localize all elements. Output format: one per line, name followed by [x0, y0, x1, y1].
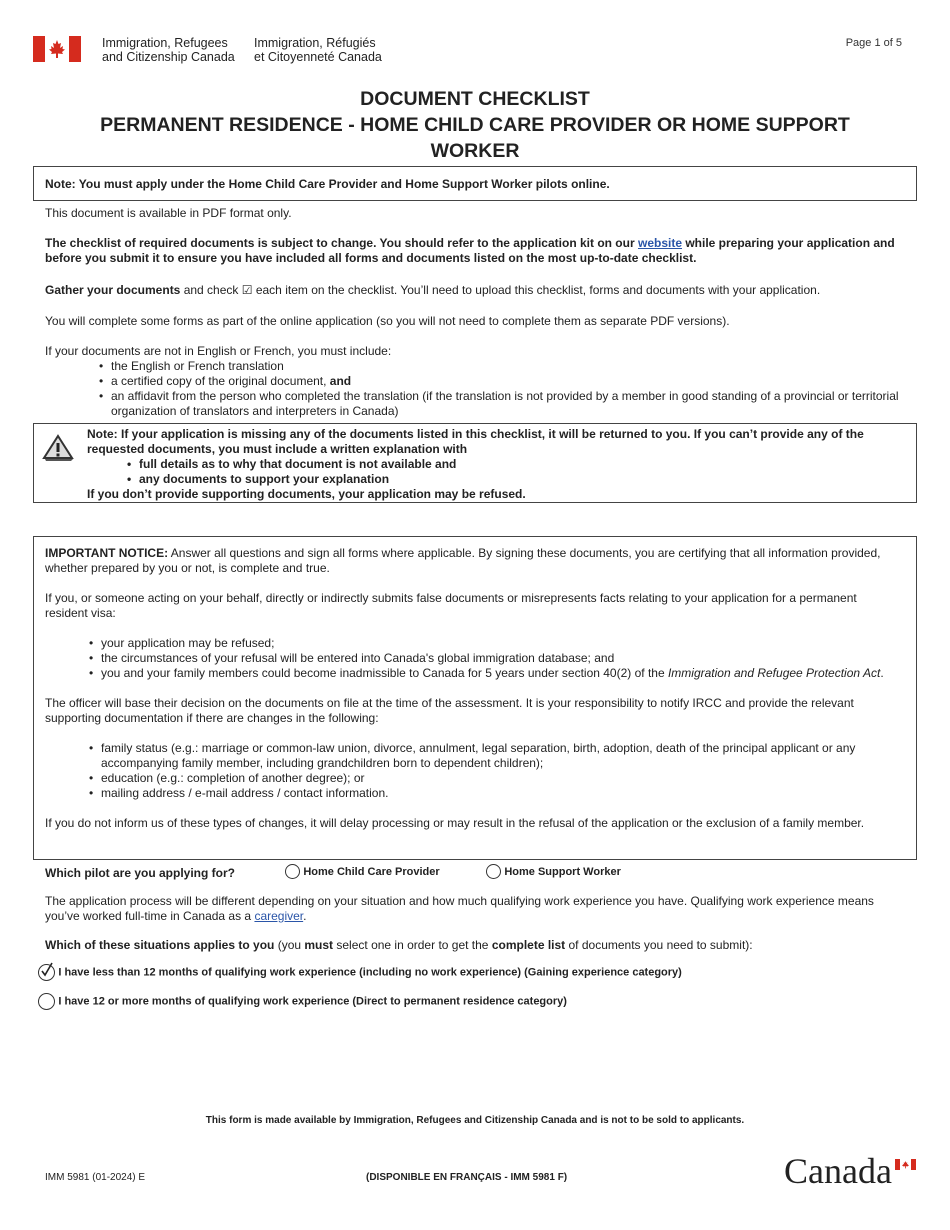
situation-question [45, 938, 753, 953]
page-number: Page 1 of 5 [845, 37, 902, 49]
notice-intro [45, 546, 895, 576]
website-link[interactable]: website [637, 236, 682, 250]
change-item: • mailing address / e-mail address / contact information. [89, 786, 895, 801]
online-forms-text: You will complete some forms as part of the online application (so you will not need to complete them as separate PDF versions). [45, 314, 730, 328]
situation-q1: Which of these situations applies to you [45, 938, 275, 952]
warning-last: If you don’t provide supporting documents, your application may be refused. [87, 487, 526, 501]
translation-section [45, 344, 905, 419]
consequence-item: • your application may be refused; [89, 636, 895, 651]
online-note: Note: You must apply under the Home Child Care Provider and Home Support Worker pilots online. [45, 177, 610, 191]
radio-button[interactable] [486, 864, 501, 879]
department-name-fr [254, 36, 382, 64]
radio-button-checked[interactable] [38, 964, 55, 981]
online-note-box [33, 166, 917, 201]
warning-item: • any documents to support your explanation [127, 472, 905, 487]
dept-fr-line2: et Citoyenneté Canada [254, 50, 382, 64]
radio-button[interactable] [38, 993, 55, 1010]
translation-item2-a: a certified copy of the original document, [111, 374, 330, 388]
checkmark-icon [38, 962, 55, 979]
form-id: IMM 5981 (01-2024) E [45, 1172, 146, 1183]
caregiver-link[interactable]: caregiver [254, 909, 304, 923]
situation-q6: of documents you need to submit): [565, 938, 753, 952]
canada-flag-logo [33, 36, 81, 62]
gather-bold: Gather your documents [45, 283, 181, 297]
consequence-3c: . [880, 666, 884, 680]
pdf-only-text: This document is available in PDF format only. [45, 206, 292, 220]
important-notice-box [33, 536, 917, 860]
situation-option2-label: I have 12 or more months of qualifying work experience (Direct to permanent residence category) [58, 995, 567, 1008]
change-item: • education (e.g.: completion of another degree); or [89, 771, 895, 786]
pilot-option-home-child-care[interactable] [285, 864, 440, 879]
title-line1: DOCUMENT CHECKLIST [360, 88, 590, 110]
warning-line1: Note: If your application is missing any of the documents listed in this checklist, it will be returned to you. If you can’t provide any of the requested documents, you must include a written explanation with [87, 427, 864, 456]
warning-item: • full details as to why that document is not available and [127, 457, 905, 472]
footer-notice: This form is made available by Immigration, Refugees and Citizenship Canada and is not to be sold to applicants. [205, 1115, 745, 1126]
checklist-change-part1: The checklist of required documents is subject to change. You should refer to the application kit on our [45, 236, 638, 250]
wordmark-flag-icon [895, 1159, 916, 1170]
notice-label: IMPORTANT NOTICE: [45, 546, 169, 560]
notice-false-docs: If you, or someone acting on your behalf, directly or indirectly submits false documents or misrepresents facts relating to your application for a permanent resident visa: [45, 591, 857, 620]
process-text-body: The application process will be different depending on your situation and how much qualifying work experience you have. Qualifying work experience means you’ve worked full-time in Canada as a [45, 894, 874, 923]
translation-item2-b: and [329, 374, 352, 388]
act-name: Immigration and Refugee Protection Act [667, 666, 881, 680]
important-notice-content [45, 546, 895, 831]
pilot-question: Which pilot are you applying for? [45, 866, 236, 880]
notice-last: If you do not inform us of these types of changes, it will delay processing or may result in the refusal of the application or the exclusion of a family member. [45, 816, 865, 830]
consequence-item [89, 666, 895, 681]
french-availability: (DISPONIBLE EN FRANÇAIS - IMM 5981 F) [366, 1172, 568, 1183]
process-text [45, 894, 907, 924]
translation-item: • the English or French translation [99, 359, 905, 374]
checkbox-icon: ☑ [241, 283, 253, 297]
pilot-option2-label: Home Support Worker [504, 866, 621, 878]
translation-item: • an affidavit from the person who completed the translation (if the translation is not provided by a member in good standing of a provincial or territorial organization of translators and interpreters in Canada) [99, 389, 905, 419]
pilot-option1-label: Home Child Care Provider [303, 866, 440, 878]
checklist-change-part2: while preparing your application and before you submit it to ensure you have included all forms and documents listed on the most up-to-date checklist. [45, 236, 895, 265]
dept-fr-line1: Immigration, Réfugiés [254, 36, 376, 50]
notice-text: Answer all questions and sign all forms where applicable. By signing these documents, you are certifying that all information provided, whether prepared by you or not, is complete and true. [45, 546, 881, 575]
gather-text [45, 283, 820, 298]
pilot-option-home-support[interactable] [486, 864, 621, 879]
title-line3: WORKER [430, 140, 520, 162]
translation-item [99, 374, 905, 389]
consequence-item: • the circumstances of your refusal will be entered into Canada's global immigration database; and [89, 651, 895, 666]
situation-option1-label: I have less than 12 months of qualifying work experience (including no work experience) (Gaining experience category) [58, 966, 682, 979]
gather-rest: each item on the checklist. You’ll need to upload this checklist, forms and documents with your application. [252, 283, 821, 297]
process-end: . [303, 909, 307, 923]
notice-officer: The officer will base their decision on the documents on file at the time of the assessment. It is your responsibility to notify IRCC and provide the relevant supporting documentation if there are changes in the following: [45, 696, 854, 725]
dept-en-line1: Immigration, Refugees [102, 36, 228, 50]
canada-wordmark [784, 1150, 918, 1194]
consequence-3a: you and your family members could become inadmissible to Canada for 5 years under section 40(2) of the [101, 666, 668, 680]
translation-intro: If your documents are not in English or French, you must include: [45, 344, 392, 358]
checklist-change-text [45, 236, 907, 266]
situation-option-gaining-experience[interactable] [38, 964, 682, 981]
warning-text [87, 427, 905, 502]
missing-documents-warning-box [33, 423, 917, 503]
department-name-en [102, 36, 235, 64]
situation-q3: must [304, 938, 334, 952]
gather-mid: and check [180, 283, 242, 297]
dept-en-line2: and Citizenship Canada [102, 50, 235, 64]
change-item: • family status (e.g.: marriage or common-law union, divorce, annulment, legal separation, birth, adoption, death of the principal applicant or any accompanying family member, including grandchildren born to dependent children); [89, 741, 895, 771]
radio-button[interactable] [285, 864, 300, 879]
situation-option-direct-pr[interactable] [38, 993, 567, 1010]
situation-q2: (you [274, 938, 305, 952]
situation-q5: complete list [491, 938, 566, 952]
situation-q4: select one in order to get the [333, 938, 492, 952]
warning-triangle-icon [42, 434, 74, 462]
canada-wordmark-text: Canada [784, 1151, 892, 1191]
title-line2: PERMANENT RESIDENCE - HOME CHILD CARE PROVIDER OR HOME SUPPORT [100, 114, 850, 136]
